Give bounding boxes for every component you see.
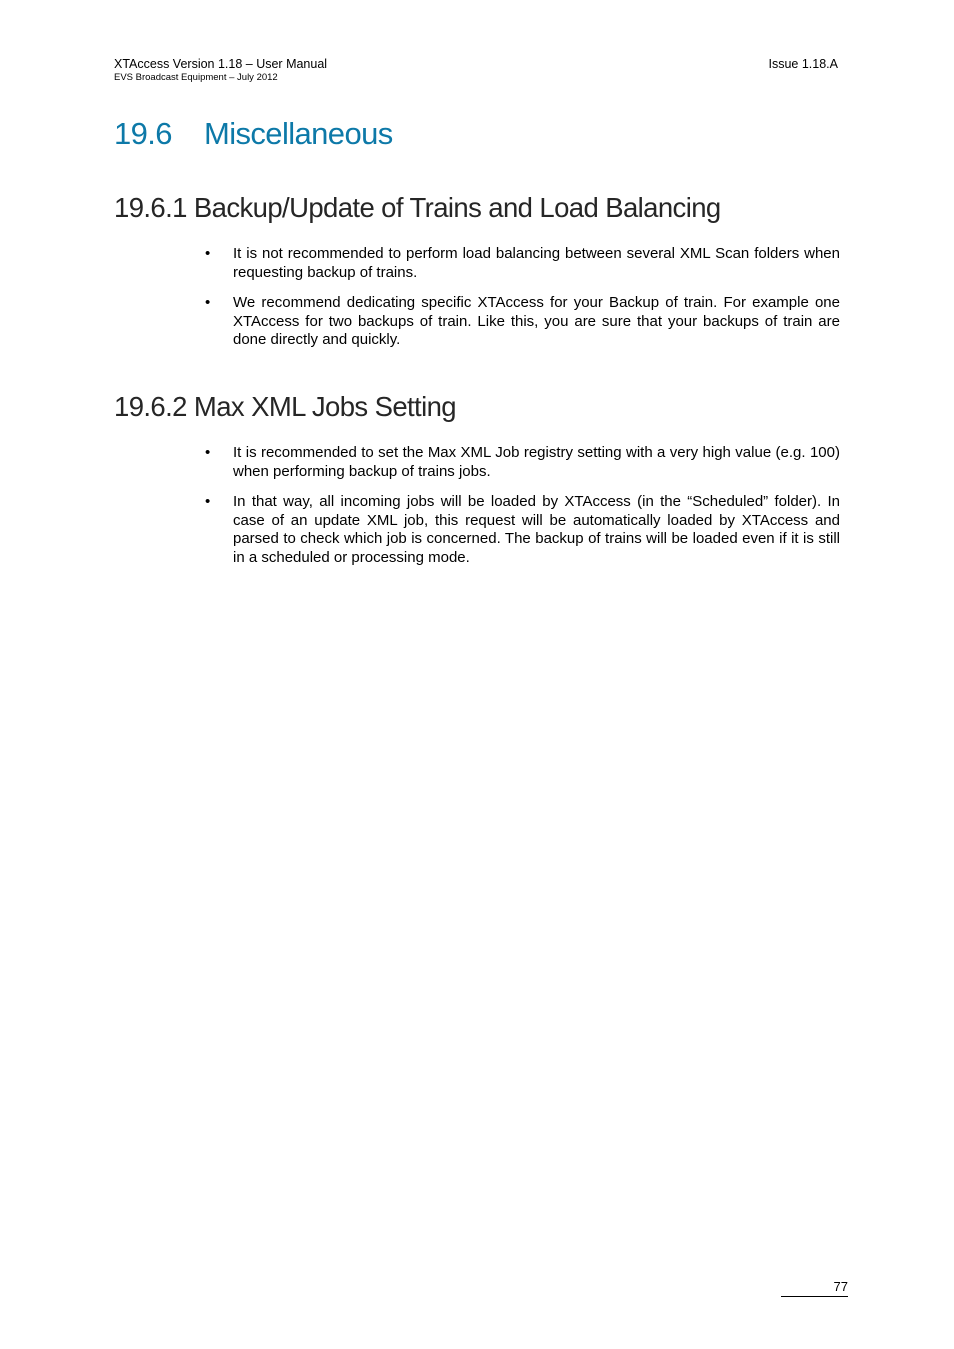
document-title: XTAccess Version 1.18 – User Manual bbox=[114, 57, 328, 71]
section-heading bbox=[114, 115, 393, 153]
page-header bbox=[114, 57, 327, 84]
section-title-text: Miscellaneous bbox=[204, 116, 393, 151]
list-item-text: In that way, all incoming jobs will be loaded by XTAccess (in the “Scheduled” folder). In case of an update XML job, this request will be automatically loaded by XTAccess and parsed to check which job is concerned. The backup of trains will be loaded even if it is still in a scheduled or processing mode. bbox=[233, 493, 840, 566]
list-item-text: It is not recommended to perform load balancing between several XML Scan folders when requesting backup of trains. bbox=[233, 245, 840, 281]
list-item bbox=[205, 444, 840, 481]
list-item-text: We recommend dedicating specific XTAccess for your Backup of train. For example one XTAccess for two backups of train. Like this, you are sure that your backups of train are done directly and quickly. bbox=[233, 294, 840, 348]
list-item bbox=[205, 294, 840, 350]
page-number: 77 bbox=[781, 1279, 848, 1297]
issue-label: Issue 1.18.A bbox=[768, 57, 838, 71]
subsection-heading-max-xml-jobs: 19.6.2 Max XML Jobs Setting bbox=[114, 391, 456, 422]
bullet-list-max-xml-jobs bbox=[205, 444, 840, 579]
document-subtitle: EVS Broadcast Equipment – July 2012 bbox=[114, 72, 278, 83]
list-item bbox=[205, 245, 840, 282]
list-item bbox=[205, 493, 840, 567]
bullet-icon: • bbox=[205, 444, 211, 461]
subsection-heading-load-balancing: 19.6.1 Backup/Update of Trains and Load Balancing bbox=[114, 192, 721, 223]
section-number: 19.6 bbox=[114, 116, 172, 151]
list-item-text: It is recommended to set the Max XML Job registry setting with a very high value (e.g. 100) when performing backup of trains jobs. bbox=[233, 444, 840, 480]
bullet-icon: • bbox=[205, 493, 211, 510]
bullet-icon: • bbox=[205, 245, 211, 262]
bullet-list-load-balancing bbox=[205, 245, 840, 362]
bullet-icon: • bbox=[205, 294, 211, 311]
